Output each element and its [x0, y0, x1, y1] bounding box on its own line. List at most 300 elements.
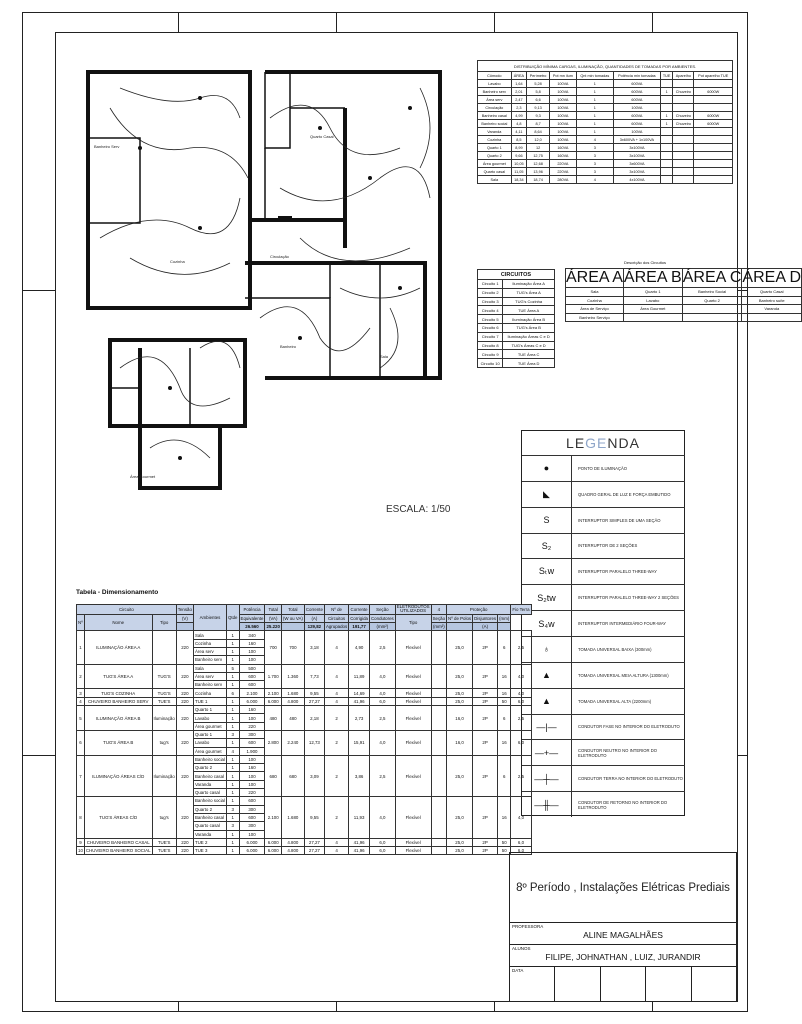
distribution-cell	[673, 104, 694, 112]
dim-corr-corrigida: 41,96	[349, 697, 370, 705]
distribution-header-cell: ÁREA	[511, 72, 527, 80]
dim-qtde: 1	[226, 631, 239, 639]
distribution-cell: 6000W	[694, 88, 733, 96]
legend-symbol-icon: ▲	[522, 689, 572, 714]
dim-corr-corrigida: 41,96	[349, 838, 370, 846]
distribution-cell: Banheiro casal	[478, 112, 512, 120]
svg-text:Cozinha: Cozinha	[170, 259, 185, 264]
distribution-cell: 4	[576, 136, 613, 144]
dim-potencia: 300	[239, 805, 265, 813]
legend-symbol-icon: ◣	[522, 482, 572, 507]
distribution-cell: 9,66	[511, 152, 527, 160]
dim-qtde: 5	[226, 664, 239, 672]
dim-nome: TUG'S COZINHA	[84, 689, 152, 697]
dim-total-w: 680	[281, 755, 304, 796]
distribution-cell: 4,11	[511, 128, 527, 136]
dim-num: 5	[77, 706, 85, 731]
dim-fio-terra: 4,0	[511, 797, 531, 838]
dim-sum-potencia: 26.560	[239, 623, 265, 631]
distribution-header-cell: Aparelho	[673, 72, 694, 80]
dim-qtde: 1	[226, 639, 239, 647]
area-cell: Varanda	[742, 305, 802, 314]
dim-header-circ: Circuitos	[324, 614, 348, 622]
legend-item	[522, 636, 685, 662]
dim-secao: 4,0	[370, 730, 396, 755]
legend-text: INTERRUPTOR DE 2 SEÇÕES	[578, 543, 638, 549]
circuit-row	[478, 306, 555, 315]
distribution-cell: 9,13	[527, 104, 550, 112]
circuit-cell: Circuito 9	[478, 350, 503, 359]
circuit-cell: Circuito 2	[478, 288, 503, 297]
dim-ambiente: Área gourmet	[193, 722, 226, 730]
distribution-cell: 1	[660, 112, 672, 120]
dim-potencia: 100	[239, 755, 265, 763]
project-title: 8º Período , Instalações Elétricas Prediais	[510, 853, 736, 923]
legend-item	[522, 662, 685, 688]
dim-p-secao: 25,0	[447, 797, 473, 838]
dim-tipo	[152, 631, 176, 664]
area-cell: Quarto Casal	[742, 288, 802, 297]
distribution-row	[478, 168, 733, 176]
dim-potencia: 600	[239, 797, 265, 805]
dim-tensao: 220	[176, 838, 193, 846]
circuit-row	[478, 341, 555, 350]
dim-qtde: 1	[226, 648, 239, 656]
legend-symbol-icon: —┼—	[522, 766, 572, 791]
dim-corr-corrigida: 4,90	[349, 631, 370, 664]
distribution-cell: 3	[576, 160, 613, 168]
areas-table-title: Descrição dos Circuitos	[623, 260, 666, 265]
distribution-cell: 12,68	[527, 160, 550, 168]
dim-potencia: 100	[239, 780, 265, 788]
dim-ambiente: TUE 3	[193, 847, 226, 855]
distribution-cell: 8,99	[511, 144, 527, 152]
dim-header-num: Nº	[77, 614, 85, 631]
dim-agrupados: 4	[324, 664, 348, 689]
dim-eletroduto: Flexível	[395, 664, 431, 689]
area-cell	[682, 313, 742, 322]
circuit-cell: Iluminação Área A	[503, 280, 555, 289]
distribution-cell: 4,8	[511, 120, 527, 128]
dim-num: 10	[78, 848, 83, 854]
dim-header-disj: Disjuntores	[474, 615, 497, 621]
distribution-cell: 1	[576, 128, 613, 136]
distribution-cell	[673, 80, 694, 88]
dim-polos: 2P	[473, 838, 498, 846]
dim-potencia: 2.100	[239, 689, 265, 697]
dim-num: 7	[77, 755, 85, 796]
distribution-cell: 160VA	[550, 144, 577, 152]
distribution-cell: Banheiro serv	[478, 88, 512, 96]
dim-ambiente: Banheiro serv	[193, 681, 226, 689]
dim-tensao: 220	[176, 631, 193, 664]
distribution-cell: Chuveiro	[673, 112, 694, 120]
dim-corrente: 3,09	[304, 755, 324, 796]
distribution-cell	[673, 128, 694, 136]
dim-ambiente: Banheiro casal	[193, 813, 226, 821]
dim-nome: TUG'S ÁREA B	[84, 730, 152, 755]
area-header-cell: ÁREA D	[742, 269, 802, 286]
dim-ambiente: Lavabo	[193, 714, 226, 722]
dim-row	[77, 664, 532, 672]
area-cell: Banheiro Social	[682, 288, 742, 297]
legend-symbol-icon: —╫—	[522, 792, 572, 817]
distribution-row	[478, 120, 733, 128]
distribution-cell: 9,3	[527, 112, 550, 120]
distribution-cell: 12,0	[527, 136, 550, 144]
distribution-cell: 600VA	[613, 96, 660, 104]
dim-header-tipo: Tipo	[152, 614, 176, 631]
circuit-cell: TUE Área C	[503, 350, 555, 359]
dim-total-w: 1.680	[281, 797, 304, 838]
distribution-cell	[660, 144, 672, 152]
distribution-cell	[673, 144, 694, 152]
distribution-cell: 3x100VA	[613, 168, 660, 176]
distribution-cell	[694, 136, 733, 144]
dim-header-eletrodutos: ELETRODUTOS UTILIZADOS	[396, 604, 430, 614]
dim-tensao: 220	[176, 697, 193, 705]
dim-num: 1	[77, 631, 85, 664]
dim-qtde: 1	[226, 755, 239, 763]
distribution-cell: Área serv	[478, 96, 512, 104]
dim-ambiente: TUE 1	[193, 697, 226, 705]
distribution-table-container	[477, 60, 733, 184]
dim-total-w: 1.360	[281, 664, 304, 689]
circuit-row	[478, 280, 555, 289]
legend-text: TOMADA UNIVERSAL ALTA (2200mm)	[578, 698, 652, 704]
legend-item	[522, 455, 685, 481]
circuit-cell: Iluminação Áreas C e D	[503, 332, 555, 341]
dim-qtde: 1	[226, 656, 239, 664]
distribution-cell: 13,96	[527, 168, 550, 176]
dimensioning-table	[76, 604, 532, 855]
distribution-cell: 1	[576, 80, 613, 88]
area-cell	[742, 313, 802, 322]
dim-potencia: 220	[239, 722, 265, 730]
legend-text: CONDUTOR TERRA NO INTERIOR DO ELETRODUTO	[578, 776, 683, 782]
dim-header-total1: Total	[265, 605, 281, 615]
dim-header-potencia: Potência	[239, 605, 265, 615]
legend-text: CONDUTOR NEUTRO NO INTERIOR DO ELETRODUTO	[578, 747, 658, 758]
distribution-cell	[694, 144, 733, 152]
dim-header-tensao-unit: (V)	[176, 614, 193, 622]
distribution-cell: Sala	[478, 176, 512, 184]
dim-tensao: 220	[176, 847, 193, 855]
legend-box	[521, 430, 685, 816]
students-names: FILIPE, JOHNATHAN , LUIZ, JURANDIR	[545, 952, 701, 962]
dim-ambiente: Banheiro serv	[193, 656, 226, 664]
area-row	[566, 305, 802, 314]
dim-row	[77, 697, 532, 705]
distribution-cell: 1,64	[511, 80, 527, 88]
distribution-header-cell: Perímetro	[527, 72, 550, 80]
distribution-cell: 220VA	[550, 160, 577, 168]
distribution-cell: 160VA	[550, 152, 577, 160]
dim-potencia: 160	[239, 639, 265, 647]
dim-header-wva: (W ou VA)	[282, 615, 303, 621]
dim-nome: CHUVEIRO BANHEIRO SOCIAL	[85, 848, 151, 854]
distribution-cell: 3x100VA	[613, 144, 660, 152]
areas-table-container	[565, 258, 802, 322]
dim-header-disj-a: (A)	[473, 623, 498, 631]
distribution-header-cell: Qnt min tomadas	[576, 72, 613, 80]
dim-header-corrigida: Corrigida	[350, 615, 369, 621]
distribution-cell	[660, 80, 672, 88]
distribution-cell: Área gourmet	[478, 160, 512, 168]
dim-header-eletro-tipo: Tipo	[395, 614, 431, 631]
dim-polos: 2P	[473, 730, 498, 755]
distribution-cell: 8,5	[511, 136, 527, 144]
dim-corr-corrigida: 41,96	[349, 847, 370, 855]
distribution-cell	[694, 96, 733, 104]
legend-item	[522, 481, 685, 507]
area-cell: Lavabo	[623, 296, 682, 305]
dim-header-p-secao: Seção	[432, 615, 446, 621]
distribution-cell: 100VA	[613, 104, 660, 112]
distribution-cell: 6,6	[527, 96, 550, 104]
distribution-cell: 6000W	[694, 112, 733, 120]
distribution-cell: Lavabo	[478, 80, 512, 88]
circuits-table-container	[477, 269, 555, 368]
distribution-header-cell: TUE	[660, 72, 672, 80]
distribution-cell: 8,7	[527, 120, 550, 128]
distribution-table-title: DISTRIBUIÇÃO MÍNIMA CARGAS, ILUMINAÇÃO, QUANTIDADES DE TOMADAS POR AMBIENTES.	[477, 60, 733, 71]
dim-header-nc: Nº de	[324, 605, 348, 615]
dim-p-secao: 25,0	[447, 631, 473, 664]
distribution-cell	[673, 96, 694, 104]
legend-item	[522, 739, 685, 765]
dim-total-va: 680	[265, 755, 281, 796]
circuits-table	[477, 269, 555, 368]
dim-qtde: 1	[226, 838, 239, 846]
dim-header-mm2: (mm²)	[370, 623, 396, 631]
dim-eletroduto: Flexível	[395, 706, 431, 731]
dim-ambiente: Lavabo	[193, 739, 226, 747]
area-cell: Quarto 1	[623, 288, 682, 297]
area-header-cell: ÁREA C	[682, 269, 742, 286]
distribution-header-cell: Cômodo	[478, 72, 512, 80]
dim-disjuntor: 6	[498, 706, 511, 731]
dim-total-va: 1.700	[265, 664, 281, 689]
dim-total-w: 700	[281, 631, 304, 664]
dim-row	[77, 797, 532, 805]
dim-header-circuito: Circuito	[77, 605, 177, 615]
distribution-cell: 1	[576, 96, 613, 104]
dim-eletroduto: Flexível	[395, 838, 431, 846]
legend-symbol-icon: —|—	[522, 715, 572, 740]
distribution-cell	[694, 160, 733, 168]
dim-eletroduto: Flexível	[395, 689, 431, 697]
distribution-cell: 1	[576, 104, 613, 112]
dim-tipo: TUG'S	[152, 664, 176, 689]
dim-polos: 2P	[473, 631, 498, 664]
dim-potencia: 220	[239, 789, 265, 797]
dim-potencia: 600	[239, 672, 265, 680]
distribution-cell: Quarto 2	[478, 152, 512, 160]
dim-disjuntor: 50	[498, 847, 511, 855]
distribution-cell	[660, 168, 672, 176]
dim-header-four: 4	[431, 605, 446, 615]
distribution-table	[477, 71, 733, 184]
area-header-cell: ÁREA B	[623, 269, 682, 286]
dim-corr-corrigida: 3,86	[349, 755, 370, 796]
dim-ambiente: Banheiro social	[194, 757, 225, 762]
distribution-cell: 100VA	[550, 112, 577, 120]
dim-ambiente: Varanda	[193, 780, 226, 788]
dim-num: 2	[77, 664, 85, 689]
distribution-cell: 2,3	[511, 104, 527, 112]
svg-text:Banheiro: Banheiro	[280, 344, 297, 349]
legend-text: CONDUTOR DE RETORNO NO INTERIOR DO ELETRODUTO	[578, 799, 668, 810]
distribution-cell	[694, 152, 733, 160]
distribution-header-cell: Pot aparelho TUE	[694, 72, 733, 80]
dim-qtde: 3	[226, 805, 239, 813]
dim-tipo: tug's	[152, 730, 176, 755]
distribution-cell: 10,05	[511, 160, 527, 168]
dim-tensao: 220	[176, 755, 193, 796]
legend-item	[522, 791, 685, 817]
dim-potencia: 6.000	[239, 847, 265, 855]
dim-tipo: Iluminação	[152, 706, 176, 731]
legend-symbol-icon: Sₜw	[522, 559, 572, 584]
distribution-cell	[660, 96, 672, 104]
distribution-cell: 100VA	[550, 80, 577, 88]
dim-secao: 2,5	[370, 755, 396, 796]
dim-total-w: 4.800	[281, 697, 304, 705]
distribution-row	[478, 96, 733, 104]
dim-ambiente: Banheiro casal	[193, 772, 226, 780]
professor-label: PROFESSORA	[512, 924, 544, 929]
distribution-cell: 18,34	[511, 176, 527, 184]
distribution-header-cell: Pot mn ilum	[550, 72, 577, 80]
distribution-cell: Banheiro social	[478, 120, 512, 128]
dim-tensao: 220	[176, 797, 193, 838]
dim-qtde: 1	[226, 672, 239, 680]
dim-ambiente: Quarto 1	[193, 706, 226, 714]
dim-total-va: 700	[265, 631, 281, 664]
area-cell: Sala	[566, 288, 624, 297]
distribution-cell: Quarto casal	[478, 168, 512, 176]
distribution-cell: 3	[576, 168, 613, 176]
dim-qtde: 4	[226, 747, 239, 755]
dim-nome: TUG'S ÁREA A	[84, 664, 152, 689]
dim-nome: ILUMINAÇÃO ÁREA A	[84, 631, 152, 664]
distribution-row	[478, 88, 733, 96]
dim-header-amp: (A)	[304, 614, 324, 622]
distribution-cell: 12,75	[527, 152, 550, 160]
legend-item	[522, 507, 685, 533]
dim-header-va: (VA)	[265, 614, 281, 622]
legend-text: INTERRUPTOR PARALELO THREE-WAY	[578, 569, 657, 575]
dim-qtde: 1	[226, 772, 239, 780]
distribution-cell: 600VA	[613, 80, 660, 88]
dim-secao: 4,0	[370, 797, 396, 838]
dim-sum-corrente: 129,82	[304, 623, 324, 631]
area-header-cell: ÁREA A	[566, 269, 623, 286]
dim-ambiente: Área gourmet	[193, 747, 226, 755]
dim-qtde: 1	[226, 764, 239, 772]
dim-potencia: 160	[239, 764, 265, 772]
distribution-cell	[694, 168, 733, 176]
dim-potencia: 6.000	[239, 697, 265, 705]
dim-tensao: 220	[176, 689, 193, 697]
date-label: DATA	[512, 968, 524, 973]
distribution-cell: Varanda	[478, 128, 512, 136]
dim-corr-corrigida: 11,93	[349, 797, 370, 838]
dim-disjuntor: 6	[498, 631, 511, 664]
distribution-cell	[694, 128, 733, 136]
dim-header-agrupados: Agrupados	[325, 624, 348, 630]
dim-ambiente: Varanda	[193, 830, 226, 838]
distribution-cell: 18,74	[527, 176, 550, 184]
dim-agrupados: 4	[324, 631, 348, 664]
dim-qtde: 1	[226, 706, 239, 714]
distribution-cell: 100VA	[550, 120, 577, 128]
dim-eletroduto: Flexível	[395, 797, 431, 838]
dim-agrupados: 4	[324, 838, 348, 846]
legend-symbol-icon: —+—	[522, 740, 572, 765]
distribution-cell	[660, 176, 672, 184]
dim-potencia: 340	[239, 631, 265, 639]
dim-eletroduto: Flexível	[395, 730, 431, 755]
dim-qtde: 1	[226, 813, 239, 821]
dim-header-protecao: Proteção	[447, 605, 511, 615]
circuit-cell: Circuito 3	[478, 297, 503, 306]
areas-table	[565, 268, 802, 322]
legend-text: TOMADA UNIVERSAL BAIXA (300mm)	[578, 646, 652, 652]
dim-qtde: 1	[226, 722, 239, 730]
dim-agrupados: 2	[324, 706, 348, 731]
circuit-cell: Circuito 4	[478, 306, 503, 315]
circuit-cell: TUE Área D	[503, 359, 555, 368]
dim-row	[77, 631, 532, 639]
distribution-cell	[660, 160, 672, 168]
dim-ambiente: TUE 2	[193, 838, 226, 846]
legend-item	[522, 533, 685, 559]
dim-ambiente: Sala	[193, 664, 226, 672]
dim-p-secao: 25,0	[447, 697, 473, 705]
dim-row	[77, 838, 532, 846]
scale-label: ESCALA: 1/50	[386, 504, 451, 515]
legend-text: QUADRO GERAL DE LUZ E FORÇA EMBUTIDO	[578, 491, 671, 497]
dim-secao: 4,0	[370, 664, 396, 689]
dim-corrente: 9,55	[304, 797, 324, 838]
distribution-cell: 6000W	[694, 120, 733, 128]
area-row	[566, 313, 802, 322]
dim-polos: 2P	[473, 697, 498, 705]
dim-p-secao: 25,0	[447, 838, 473, 846]
dim-nome: CHUVEIRO BANHEIRO SERV	[84, 697, 152, 705]
dim-p-secao: 16,0	[447, 706, 473, 731]
svg-text:Circulação: Circulação	[270, 254, 289, 259]
circuit-cell: Circuito 10	[478, 359, 503, 368]
dim-corr-corrigida: 11,89	[349, 664, 370, 689]
dim-total-va: 6.000	[265, 697, 281, 705]
circuit-cell: Circuito 8	[478, 341, 503, 350]
legend-text: PONTO DE ILUMINAÇÃO	[578, 465, 628, 471]
dim-corrente: 9,55	[304, 689, 324, 697]
area-cell: Área de Serviço	[566, 305, 624, 314]
circuit-row	[478, 297, 555, 306]
dim-secao: 6,0	[370, 697, 396, 705]
dim-polos: 2P	[473, 689, 498, 697]
distribution-cell	[660, 152, 672, 160]
distribution-cell: 100VA	[550, 96, 577, 104]
dim-ambiente: Área serv	[193, 672, 226, 680]
distribution-cell: 3	[576, 152, 613, 160]
distribution-cell	[694, 80, 733, 88]
dim-total-w: 4.800	[281, 838, 304, 846]
